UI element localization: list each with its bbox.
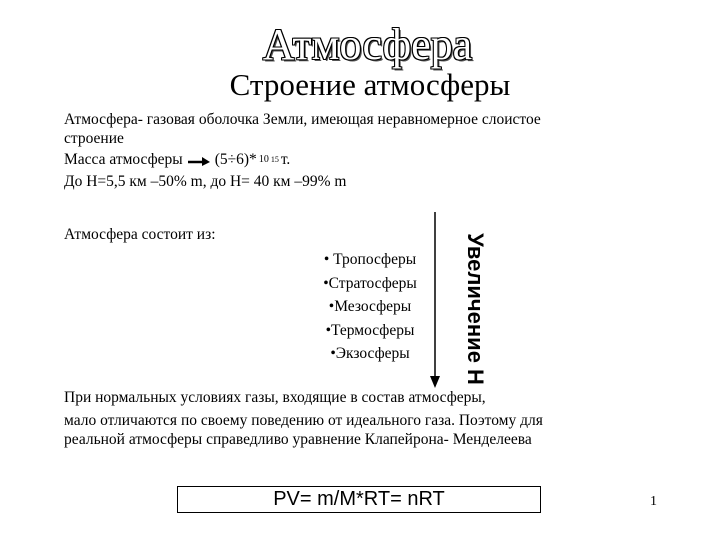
layer-item: • Тропосферы (323, 251, 417, 268)
slide-subtitle: Строение атмосферы (229, 67, 511, 102)
mass-exponent-base: 10 (258, 154, 269, 165)
paragraph-line-1: При нормальных условиях газы, входящие в состав атмосферы, (64, 389, 486, 406)
layer-item: •Мезосферы (328, 298, 412, 315)
vertical-label-text: Увеличение Н (463, 233, 488, 385)
layer-list (300, 248, 440, 366)
mass-exponent-power: 15 (270, 155, 279, 164)
slide-title: Атмосфера (262, 20, 473, 69)
composition-label: Атмосфера состоит из: (64, 226, 216, 243)
page-number: 1 (650, 494, 657, 509)
mass-value: (5÷6)* (214, 151, 257, 168)
down-arrow-icon (428, 212, 442, 388)
right-arrow-icon (187, 153, 211, 167)
mass-line (64, 150, 290, 169)
paragraph-line-2: мало отличаются по своему поведению от идеального газа. Поэтому для (64, 412, 543, 429)
paragraph-line-3: реальной атмосферы справедливо уравнение Клапейрона- Менделеева (64, 431, 532, 448)
height-line: До Н=5,5 км –50% m, до Н= 40 км –99% m (64, 173, 347, 190)
layer-item: •Стратосферы (323, 274, 417, 292)
layer-item: •Экзосферы (330, 345, 410, 362)
layer-item: •Термосферы (325, 321, 415, 339)
vertical-label (460, 226, 490, 392)
intro-line-1: Атмосфера- газовая оболочка Земли, имеющая неравномерное слоистое (64, 111, 541, 128)
mass-unit: т. (280, 151, 291, 168)
mass-label: Масса атмосферы (64, 151, 183, 168)
formula-box: PV= m/M*RT= nRT (177, 486, 541, 513)
intro-line-2: строение (64, 130, 124, 147)
